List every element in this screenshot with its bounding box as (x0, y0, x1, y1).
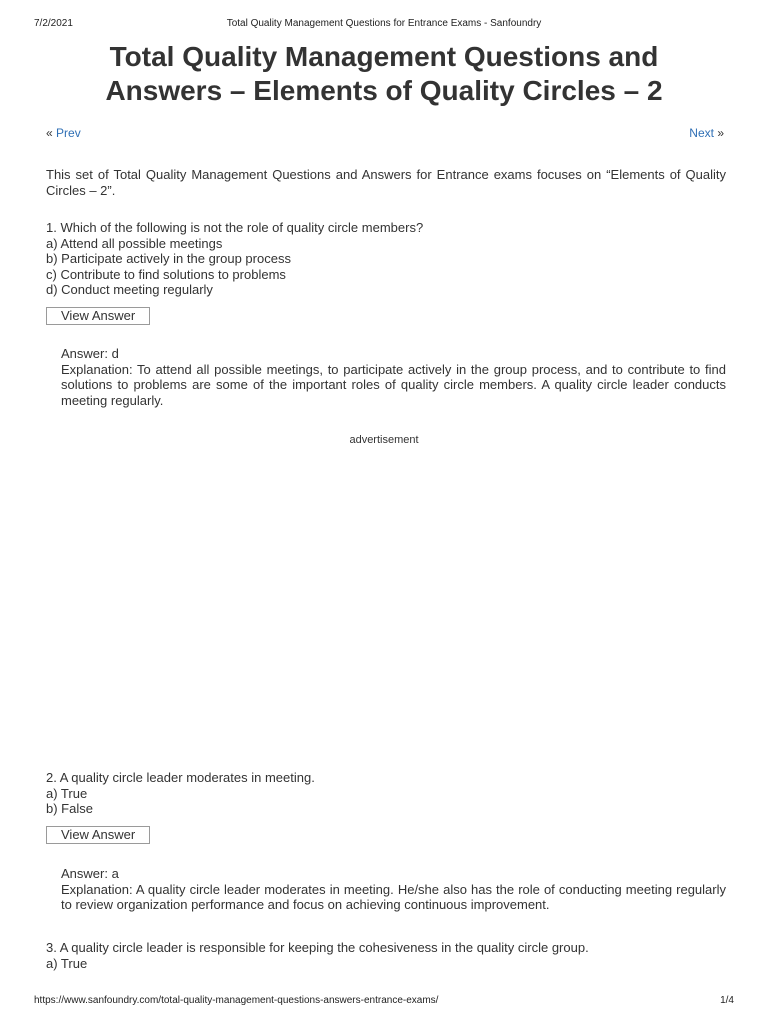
question-3 (46, 940, 726, 971)
view-answer-button-2[interactable]: View Answer (46, 826, 150, 844)
print-page-title: Total Quality Management Questions for Entrance Exams - Sanfoundry (226, 18, 542, 29)
prev-link[interactable]: Prev (56, 126, 81, 140)
print-header (0, 18, 768, 32)
footer-page-number: 1/4 (720, 995, 734, 1006)
answer-text: Answer: a (61, 866, 119, 881)
view-answer-button-1[interactable]: View Answer (46, 307, 150, 325)
explanation-text: Explanation: A quality circle leader moderates in meeting. He/she also has the role of conducting meeting regularly to review organization performance and focus on achieving continuous improvement. (61, 881, 726, 913)
answer-text: Answer: d (61, 346, 119, 361)
answer-block-2 (61, 866, 726, 913)
next-nav (689, 126, 724, 140)
print-footer (0, 995, 768, 1009)
option-a: a) True (46, 785, 88, 801)
option-a: a) True (46, 955, 88, 971)
laquo-icon: « (46, 126, 53, 140)
intro-paragraph: This set of Total Quality Management Questions and Answers for Entrance exams focuses on “Elements of Quality Circles – 2”. (46, 167, 726, 198)
option-c: c) Contribute to find solutions to problems (46, 266, 286, 282)
print-date: 7/2/2021 (34, 18, 73, 29)
question-text: 1. Which of the following is not the role of quality circle members? (46, 220, 424, 235)
advertisement-label: advertisement (349, 434, 419, 446)
option-a: a) Attend all possible meetings (46, 235, 223, 251)
footer-url: https://www.sanfoundry.com/total-quality-management-questions-answers-entrance-exams/ (34, 995, 439, 1006)
option-b: b) Participate actively in the group process (46, 251, 291, 267)
question-text: 3. A quality circle leader is responsible for keeping the cohesiveness in the quality circle group. (46, 940, 589, 955)
answer-block-1 (61, 346, 726, 408)
question-text: 2. A quality circle leader moderates in meeting. (46, 770, 315, 785)
option-d: d) Conduct meeting regularly (46, 282, 213, 298)
next-link[interactable]: Next (689, 126, 714, 140)
page-title: Total Quality Management Questions and Answers – Elements of Quality Circles – 2 (105, 41, 663, 106)
question-2 (46, 770, 726, 817)
option-b: b) False (46, 801, 93, 817)
prev-nav (46, 126, 81, 140)
explanation-text: Explanation: To attend all possible meetings, to participate actively in the group process, and to contribute to find solutions to problems are some of the important roles of quality circle members. A quality circle leader conducts meeting regularly. (61, 361, 726, 408)
pagination-nav (46, 126, 724, 142)
raquo-icon: » (717, 126, 724, 140)
question-1 (46, 220, 726, 298)
